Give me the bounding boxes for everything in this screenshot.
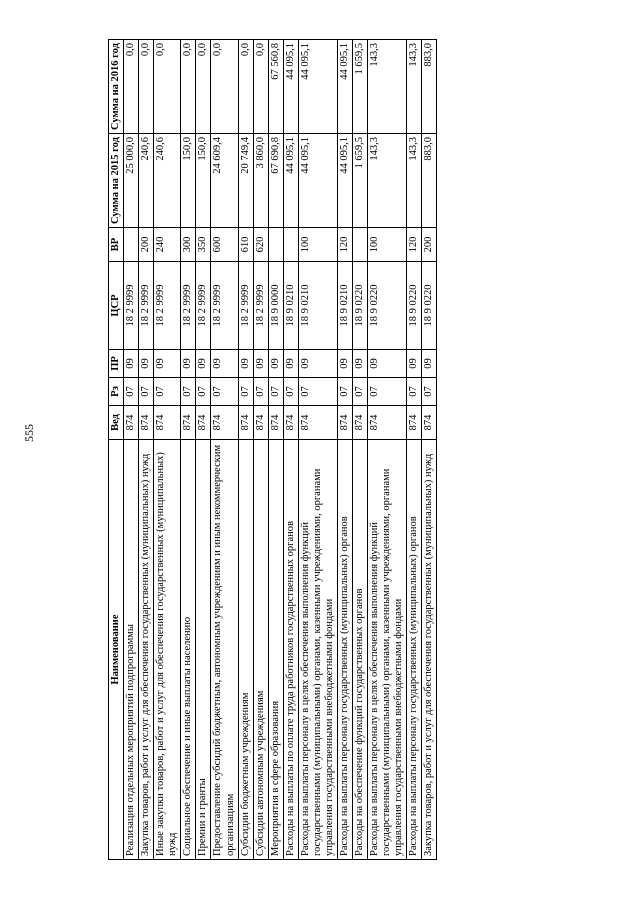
cell-rz: 07 xyxy=(238,378,253,406)
table-row xyxy=(238,40,253,860)
cell-sum-2015: 240,6 xyxy=(139,134,154,228)
cell-csr: 18 9 0210 xyxy=(338,262,353,350)
cell-csr: 18 2 9999 xyxy=(196,262,211,350)
cell-csr: 18 9 0220 xyxy=(407,262,422,350)
cell-name: Расходы на выплаты персоналу государственных (муниципальных) органов xyxy=(338,440,353,860)
cell-sum-2016: 1 659,5 xyxy=(353,40,368,134)
cell-rz: 07 xyxy=(338,378,353,406)
cell-vr: 120 xyxy=(407,228,422,262)
table-row xyxy=(368,40,407,860)
table-row xyxy=(298,40,337,860)
cell-name: Субсидии бюджетным учреждениям xyxy=(238,440,253,860)
table-row xyxy=(338,40,353,860)
cell-name: Мероприятия в сфере образования xyxy=(268,440,283,860)
cell-name: Иные закупки товаров, работ и услуг для обеспечения государственных (муниципальных) нужд xyxy=(154,440,181,860)
header-vr: ВР xyxy=(109,228,124,262)
budget-table xyxy=(108,39,437,860)
cell-ved: 874 xyxy=(368,406,407,440)
cell-vr: 350 xyxy=(196,228,211,262)
cell-name: Предоставление субсидий бюджетным, автономным учреждениям и иным некоммерческим организациям xyxy=(211,440,238,860)
table-row xyxy=(268,40,283,860)
cell-sum-2016: 0,0 xyxy=(211,40,238,134)
cell-rz: 07 xyxy=(196,378,211,406)
cell-pr: 09 xyxy=(196,350,211,378)
table-row xyxy=(196,40,211,860)
cell-sum-2016: 0,0 xyxy=(124,40,139,134)
cell-pr: 09 xyxy=(268,350,283,378)
cell-rz: 07 xyxy=(154,378,181,406)
cell-sum-2016: 0,0 xyxy=(238,40,253,134)
cell-vr: 120 xyxy=(338,228,353,262)
table-row xyxy=(211,40,238,860)
cell-csr: 18 2 9999 xyxy=(124,262,139,350)
cell-pr: 09 xyxy=(283,350,298,378)
cell-sum-2015: 24 609,4 xyxy=(211,134,238,228)
cell-sum-2016: 0,0 xyxy=(196,40,211,134)
cell-rz: 07 xyxy=(353,378,368,406)
cell-csr: 18 2 9999 xyxy=(211,262,238,350)
table-row xyxy=(154,40,181,860)
cell-pr: 09 xyxy=(154,350,181,378)
cell-name: Расходы на обеспечение функций государственных органов xyxy=(353,440,368,860)
cell-name: Закупка товаров, работ и услуг для обеспечения государственных (муниципальных) нужд xyxy=(139,440,154,860)
cell-sum-2015: 25 000,0 xyxy=(124,134,139,228)
cell-sum-2016: 0,0 xyxy=(154,40,181,134)
cell-vr xyxy=(268,228,283,262)
cell-ved: 874 xyxy=(422,406,437,440)
cell-name: Социальное обеспечение и иные выплаты населению xyxy=(181,440,196,860)
cell-vr: 610 xyxy=(238,228,253,262)
cell-sum-2015: 3 860,0 xyxy=(253,134,268,228)
cell-vr xyxy=(353,228,368,262)
cell-sum-2016: 883,0 xyxy=(422,40,437,134)
header-name: Наименование xyxy=(109,440,124,860)
cell-name: Расходы на выплаты по оплате труда работников государственных органов xyxy=(283,440,298,860)
table-row xyxy=(422,40,437,860)
cell-csr: 18 2 9999 xyxy=(154,262,181,350)
cell-vr xyxy=(283,228,298,262)
cell-rz: 07 xyxy=(211,378,238,406)
cell-csr: 18 2 9999 xyxy=(181,262,196,350)
cell-rz: 07 xyxy=(268,378,283,406)
rotated-page-content xyxy=(108,40,538,860)
cell-pr: 09 xyxy=(124,350,139,378)
cell-pr: 09 xyxy=(139,350,154,378)
cell-vr: 620 xyxy=(253,228,268,262)
cell-vr: 240 xyxy=(154,228,181,262)
header-csr: ЦСР xyxy=(109,262,124,350)
cell-name: Реализация отдельных мероприятий подпрограммы xyxy=(124,440,139,860)
cell-name: Закупка товаров, работ и услуг для обеспечения государственных (муниципальных) нужд xyxy=(422,440,437,860)
cell-name: Расходы на выплаты персоналу в целях обеспечения выполнения функций государственными (муниципальными) органами, казенными учреждениями, органами управления государственными внебюджетными фондами xyxy=(298,440,337,860)
cell-vr: 100 xyxy=(298,228,337,262)
cell-rz: 07 xyxy=(422,378,437,406)
cell-csr: 18 9 0220 xyxy=(368,262,407,350)
cell-rz: 07 xyxy=(298,378,337,406)
cell-name: Расходы на выплаты персоналу государственных (муниципальных) органов xyxy=(407,440,422,860)
cell-sum-2015: 143,3 xyxy=(407,134,422,228)
cell-rz: 07 xyxy=(139,378,154,406)
cell-sum-2016: 67 560,8 xyxy=(268,40,283,134)
cell-sum-2016: 0,0 xyxy=(139,40,154,134)
cell-name: Премии и гранты xyxy=(196,440,211,860)
cell-sum-2015: 150,0 xyxy=(196,134,211,228)
cell-ved: 874 xyxy=(353,406,368,440)
cell-rz: 07 xyxy=(253,378,268,406)
table-header-row xyxy=(109,40,124,860)
cell-sum-2015: 883,0 xyxy=(422,134,437,228)
cell-sum-2016: 0,0 xyxy=(253,40,268,134)
header-ved: Вед xyxy=(109,406,124,440)
cell-ved: 874 xyxy=(238,406,253,440)
header-pr: ПР xyxy=(109,350,124,378)
cell-ved: 874 xyxy=(154,406,181,440)
cell-sum-2015: 44 095,1 xyxy=(298,134,337,228)
cell-ved: 874 xyxy=(268,406,283,440)
cell-sum-2015: 44 095,1 xyxy=(338,134,353,228)
cell-csr: 18 9 0210 xyxy=(298,262,337,350)
cell-ved: 874 xyxy=(211,406,238,440)
cell-ved: 874 xyxy=(196,406,211,440)
table-row xyxy=(407,40,422,860)
table-row xyxy=(283,40,298,860)
cell-pr: 09 xyxy=(353,350,368,378)
cell-rz: 07 xyxy=(368,378,407,406)
page-number: 555 xyxy=(22,424,36,442)
cell-sum-2015: 240,6 xyxy=(154,134,181,228)
cell-csr: 18 9 0210 xyxy=(283,262,298,350)
cell-ved: 874 xyxy=(407,406,422,440)
table-row xyxy=(353,40,368,860)
table-row xyxy=(253,40,268,860)
cell-ved: 874 xyxy=(124,406,139,440)
cell-sum-2016: 0,0 xyxy=(181,40,196,134)
header-sum-2015: Сумма на 2015 год xyxy=(109,134,124,228)
cell-vr: 600 xyxy=(211,228,238,262)
cell-sum-2015: 143,3 xyxy=(368,134,407,228)
cell-sum-2015: 150,0 xyxy=(181,134,196,228)
cell-vr xyxy=(124,228,139,262)
cell-pr: 09 xyxy=(253,350,268,378)
cell-pr: 09 xyxy=(238,350,253,378)
cell-ved: 874 xyxy=(181,406,196,440)
cell-pr: 09 xyxy=(211,350,238,378)
cell-vr: 200 xyxy=(422,228,437,262)
cell-ved: 874 xyxy=(283,406,298,440)
cell-sum-2016: 143,3 xyxy=(368,40,407,134)
table-row xyxy=(124,40,139,860)
cell-sum-2015: 67 690,8 xyxy=(268,134,283,228)
cell-vr: 200 xyxy=(139,228,154,262)
cell-sum-2015: 20 749,4 xyxy=(238,134,253,228)
cell-ved: 874 xyxy=(253,406,268,440)
cell-rz: 07 xyxy=(407,378,422,406)
cell-csr: 18 2 9999 xyxy=(139,262,154,350)
table-row xyxy=(139,40,154,860)
cell-pr: 09 xyxy=(422,350,437,378)
table-row xyxy=(181,40,196,860)
cell-csr: 18 9 0220 xyxy=(353,262,368,350)
cell-name: Субсидии автономным учреждениям xyxy=(253,440,268,860)
cell-sum-2016: 44 095,1 xyxy=(283,40,298,134)
cell-ved: 874 xyxy=(298,406,337,440)
cell-sum-2016: 143,3 xyxy=(407,40,422,134)
cell-csr: 18 9 0220 xyxy=(422,262,437,350)
cell-sum-2015: 1 659,5 xyxy=(353,134,368,228)
cell-pr: 09 xyxy=(338,350,353,378)
cell-sum-2015: 44 095,1 xyxy=(283,134,298,228)
cell-ved: 874 xyxy=(139,406,154,440)
header-rz: Рз xyxy=(109,378,124,406)
cell-sum-2016: 44 095,1 xyxy=(298,40,337,134)
cell-pr: 09 xyxy=(298,350,337,378)
cell-ved: 874 xyxy=(338,406,353,440)
cell-rz: 07 xyxy=(283,378,298,406)
cell-vr: 300 xyxy=(181,228,196,262)
cell-sum-2016: 44 095,1 xyxy=(338,40,353,134)
cell-name: Расходы на выплаты персоналу в целях обеспечения выполнения функций государственными (муниципальными) органами, казенными учреждениями, органами управления государственными внебюджетными фондами xyxy=(368,440,407,860)
cell-pr: 09 xyxy=(181,350,196,378)
cell-csr: 18 2 9999 xyxy=(238,262,253,350)
cell-vr: 100 xyxy=(368,228,407,262)
cell-pr: 09 xyxy=(368,350,407,378)
table-body xyxy=(124,40,437,860)
cell-rz: 07 xyxy=(124,378,139,406)
cell-rz: 07 xyxy=(181,378,196,406)
cell-csr: 18 9 0000 xyxy=(268,262,283,350)
header-sum-2016: Сумма на 2016 год xyxy=(109,40,124,134)
cell-csr: 18 2 9999 xyxy=(253,262,268,350)
cell-pr: 09 xyxy=(407,350,422,378)
